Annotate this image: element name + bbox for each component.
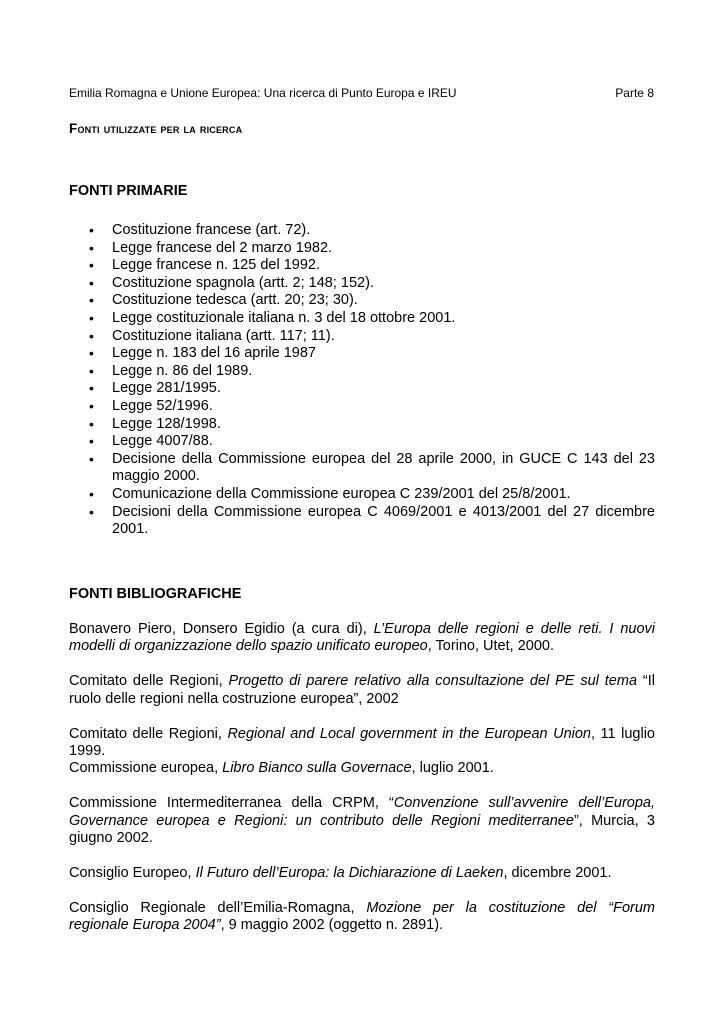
- list-item: [69, 257, 655, 275]
- list-item-text: Legge francese n. 125 del 1992.: [112, 257, 320, 274]
- list-item: [69, 240, 655, 258]
- primary-sources-list: [69, 222, 655, 539]
- list-item-text: Legge n. 183 del 16 aprile 1987: [112, 345, 316, 362]
- entry-title: Progetto di parere relativo alla consultazione del PE sul tema: [228, 673, 638, 690]
- bullet-icon: •: [89, 485, 94, 502]
- bullet-icon: •: [89, 257, 94, 274]
- entry-authors: Consiglio Europeo,: [69, 865, 196, 882]
- page-header: [69, 86, 654, 100]
- bibliography-entry: [69, 795, 655, 847]
- bullet-icon: •: [89, 222, 94, 238]
- bibliography-entry: [69, 900, 655, 935]
- list-item-text: Legge costituzionale italiana n. 3 del 18 ottobre 2001.: [112, 309, 456, 326]
- bullet-icon: •: [89, 433, 94, 450]
- entry-title: Convenzione sull’avvenire dell’Europa, Governance europea e Regioni: un contributo delle Regioni mediterranee: [69, 795, 655, 829]
- entry-title: L’Europa delle regioni e delle reti. I nuovi modelli di organizzazione dello spazio unificato europeo: [69, 621, 655, 655]
- bibliography-entry: [69, 673, 655, 708]
- entry-details: ”, Murcia, 3 giugno 2002.: [69, 812, 655, 847]
- list-item: [69, 433, 655, 451]
- entry-authors: Comitato delle Regioni,: [69, 725, 228, 742]
- entry-authors: Comitato delle Regioni,: [69, 673, 229, 690]
- entry-title: Libro Bianco sulla Governace: [222, 760, 412, 777]
- entry-authors: Bonavero Piero, Donsero Egidio (a cura di),: [69, 621, 374, 637]
- bullet-icon: •: [89, 397, 94, 414]
- list-item-text: Costituzione italiana (artt. 117; 11).: [112, 327, 335, 344]
- entry-authors: Commissione Intermediterranea della CRPM, “: [69, 795, 394, 812]
- list-item: [69, 416, 655, 434]
- list-item: [69, 486, 655, 504]
- header-title: Emilia Romagna e Unione Europea: Una ricerca di Punto Europa e IREU: [69, 86, 457, 100]
- bullet-icon: •: [89, 503, 94, 520]
- list-item: [69, 275, 655, 293]
- bullet-icon: •: [89, 362, 94, 379]
- list-item-text: Costituzione tedesca (artt. 20; 23; 30).: [112, 292, 358, 309]
- list-item: [69, 310, 655, 328]
- entry-details: , dicembre 2001.: [503, 865, 612, 882]
- entry-title: Regional and Local government in the European Union: [227, 725, 591, 742]
- entry-title: Il Futuro dell’Europa: la Dichiarazione di Laeken: [195, 865, 504, 882]
- list-item-text: Legge 4007/88.: [112, 433, 213, 450]
- bullet-icon: •: [89, 450, 94, 467]
- bullet-icon: •: [89, 415, 94, 432]
- header-part: Parte 8: [615, 86, 654, 100]
- bullet-icon: •: [89, 292, 94, 309]
- list-item: [69, 451, 655, 486]
- list-item-text: Legge francese del 2 marzo 1982.: [112, 239, 333, 256]
- entry-details: , 11 luglio 1999.: [69, 725, 655, 760]
- entry-authors: Commissione europea,: [69, 760, 223, 777]
- bibliography-entry: [69, 760, 655, 777]
- entry-title: Mozione per la costituzione del “Forum regionale Europa 2004”: [69, 899, 655, 934]
- bibliography-entry: [69, 621, 655, 656]
- list-item-text: Comunicazione della Commissione europea C 239/2001 del 25/8/2001.: [112, 485, 571, 502]
- bullet-icon: •: [89, 309, 94, 326]
- list-item: [69, 222, 655, 240]
- section-title: Fonti utilizzate per la ricerca: [69, 121, 243, 136]
- list-item: [69, 328, 655, 346]
- list-item-text: Legge n. 86 del 1989.: [112, 362, 253, 379]
- bibliography-entry: [69, 726, 655, 761]
- list-item-text: Costituzione francese (art. 72).: [112, 222, 311, 238]
- bullet-icon: •: [89, 345, 94, 362]
- bullet-icon: •: [89, 327, 94, 344]
- list-item-text: Legge 281/1995.: [112, 380, 221, 397]
- list-item: [69, 363, 655, 381]
- list-item-text: Legge 128/1998.: [112, 415, 221, 432]
- heading-fonti-bibliografiche: FONTI BIBLIOGRAFICHE: [69, 586, 242, 602]
- list-item: [69, 292, 655, 310]
- list-item: [69, 504, 655, 539]
- bullet-icon: •: [89, 239, 94, 256]
- entry-details: , 9 maggio 2002 (oggetto n. 2891).: [220, 917, 444, 934]
- heading-fonti-primarie: FONTI PRIMARIE: [69, 183, 188, 199]
- list-item: [69, 398, 655, 416]
- entry-authors: Consiglio Regionale dell’Emilia-Romagna,: [69, 899, 367, 916]
- list-item: [69, 380, 655, 398]
- list-item-text: Costituzione spagnola (artt. 2; 148; 152).: [112, 274, 374, 291]
- bibliography: [69, 621, 655, 935]
- entry-details: “Il ruolo delle regioni nella costruzione europea”, 2002: [69, 673, 655, 707]
- entry-details: , Torino, Utet, 2000.: [427, 638, 554, 655]
- bullet-icon: •: [89, 274, 94, 291]
- list-item-text: Legge 52/1996.: [112, 397, 213, 414]
- entry-details: , luglio 2001.: [411, 760, 494, 777]
- list-item: [69, 345, 655, 363]
- list-item-text: Decisione della Commissione europea del 28 aprile 2000, in GUCE C 143 del 23 maggio 2000.: [112, 450, 655, 485]
- bibliography-entry: [69, 865, 655, 882]
- bullet-icon: •: [89, 380, 94, 397]
- list-item-text: Decisioni della Commissione europea C 4069/2001 e 4013/2001 del 27 dicembre 2001.: [112, 503, 655, 538]
